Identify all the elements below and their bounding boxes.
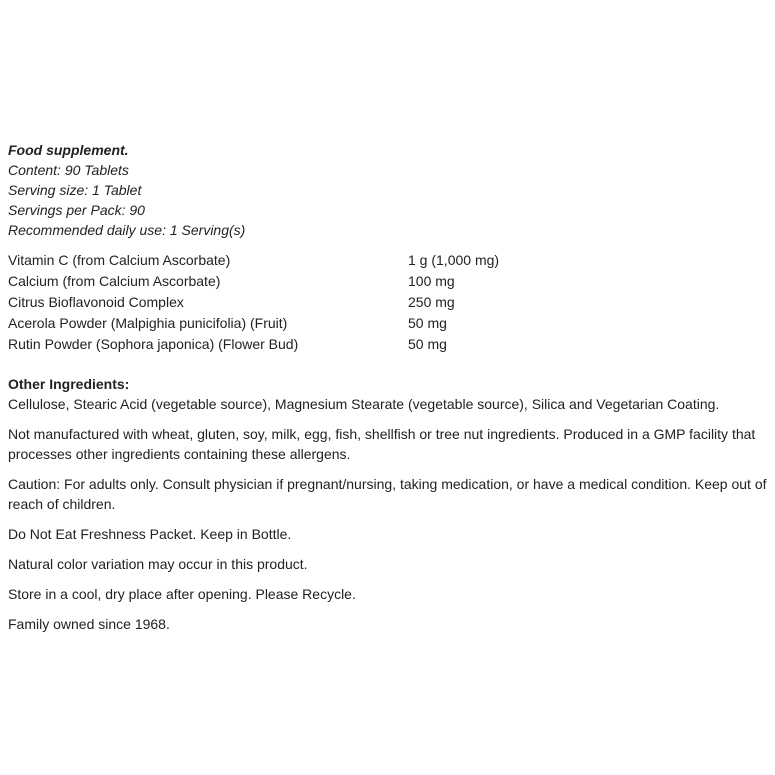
fact-amount: 250 mg <box>408 294 455 310</box>
servings-per-pack-line: Servings per Pack: 90 <box>8 202 145 218</box>
recommended-use-line: Recommended daily use: 1 Serving(s) <box>8 222 246 238</box>
product-label <box>8 140 770 634</box>
fact-row <box>8 334 770 355</box>
color-variation-note: Natural color variation may occur in this product. <box>8 556 308 572</box>
serving-size-line: Serving size: 1 Tablet <box>8 182 142 198</box>
label-title: Food supplement. <box>8 142 129 158</box>
fact-name: Rutin Powder (Sophora japonica) (Flower Bud) <box>8 336 299 352</box>
other-ingredients-text: Cellulose, Stearic Acid (vegetable source), Magnesium Stearate (vegetable source), Silica and Vegetarian Coating. <box>8 396 720 412</box>
fact-amount: 1 g (1,000 mg) <box>408 252 500 268</box>
fact-name: Calcium (from Calcium Ascorbate) <box>8 273 221 289</box>
serving-info <box>8 160 770 240</box>
freshness-packet-note: Do Not Eat Freshness Packet. Keep in Bottle. <box>8 526 292 542</box>
other-ingredients-heading: Other Ingredients: <box>8 376 130 392</box>
storage-note: Store in a cool, dry place after opening. Please Recycle. <box>8 586 356 602</box>
caution-note: Caution: For adults only. Consult physician if pregnant/nursing, taking medication, or have a medical condition. Keep out of reach of children. <box>8 476 767 512</box>
fact-name: Acerola Powder (Malpighia punicifolia) (Fruit) <box>8 315 288 331</box>
fact-amount: 100 mg <box>408 273 455 289</box>
fact-name: Vitamin C (from Calcium Ascorbate) <box>8 252 231 268</box>
allergen-note: Not manufactured with wheat, gluten, soy, milk, egg, fish, shellfish or tree nut ingredients. Produced in a GMP facility that processes other ingredients containing these allergens. <box>8 426 756 462</box>
fact-row <box>8 292 770 313</box>
fact-amount: 50 mg <box>408 336 447 352</box>
supplement-facts <box>8 250 770 355</box>
fact-row <box>8 313 770 334</box>
family-owned-note: Family owned since 1968. <box>8 616 170 632</box>
fact-row <box>8 250 770 271</box>
fact-amount: 50 mg <box>408 315 447 331</box>
content-line: Content: 90 Tablets <box>8 162 129 178</box>
fact-row <box>8 271 770 292</box>
fact-name: Citrus Bioflavonoid Complex <box>8 294 184 310</box>
